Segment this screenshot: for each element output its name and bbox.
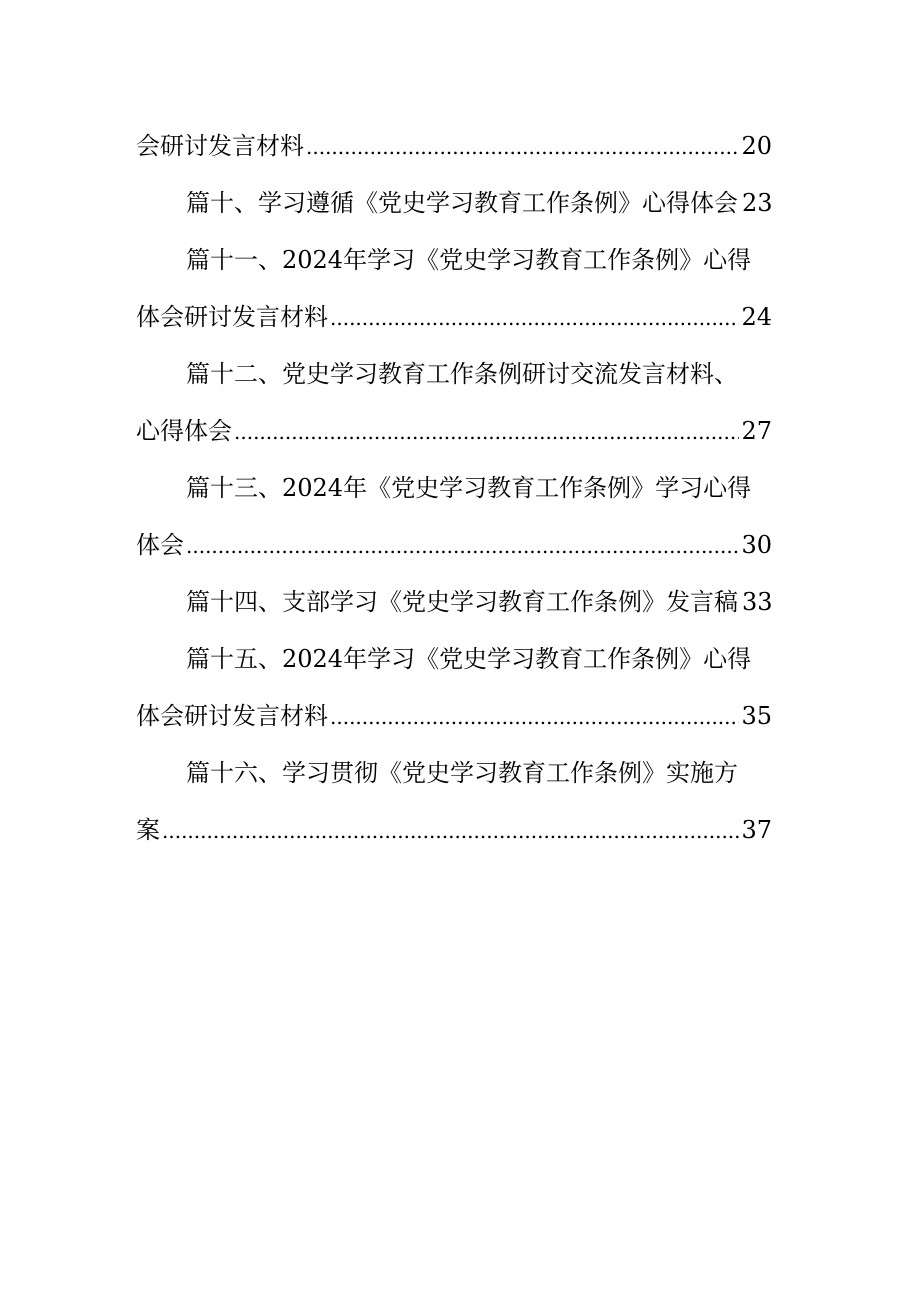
toc-entry-text: 篇十、学习遵循《党史学习教育工作条例》心得体会	[186, 189, 738, 217]
toc-entry-text: 篇十三、2024年《党史学习教育工作条例》学习心得	[186, 474, 752, 502]
toc-page-number: 23	[742, 189, 773, 217]
dot-leader	[330, 697, 739, 737]
toc-entry-13-head	[136, 468, 772, 508]
dot-leader	[306, 127, 739, 167]
toc-entry-text: 篇十二、党史学习教育工作条例研讨交流发言材料、	[186, 360, 738, 388]
toc-entry-15-head	[136, 639, 772, 679]
toc-entry-11-head	[136, 240, 772, 280]
toc-entry-15-tail	[136, 696, 772, 736]
toc-entry-16-head	[136, 753, 772, 793]
toc-entry-12-tail	[136, 411, 772, 451]
dot-leader	[186, 526, 739, 566]
toc-entry-text: 会研讨发言材料	[136, 132, 304, 160]
toc-entry-text: 篇十五、2024年学习《党史学习教育工作条例》心得	[186, 645, 752, 673]
toc-entry-16-tail	[136, 810, 772, 850]
toc-entry-12-head	[136, 354, 772, 394]
toc-entry-text: 篇十六、学习贯彻《党史学习教育工作条例》实施方	[186, 759, 738, 787]
toc-page-number: 27	[741, 417, 772, 445]
toc-entry-13-tail	[136, 525, 772, 565]
dot-leader	[234, 412, 739, 452]
toc-entry-text: 体会研讨发言材料	[136, 702, 328, 730]
toc-page-number: 20	[741, 132, 772, 160]
toc-page-number: 33	[742, 588, 773, 616]
toc-page-number: 35	[741, 702, 772, 730]
toc-entry-text: 篇十一、2024年学习《党史学习教育工作条例》心得	[186, 246, 752, 274]
toc-entry-11-tail	[136, 297, 772, 337]
toc-entry-9-tail	[136, 126, 772, 166]
dot-leader	[162, 811, 739, 851]
toc-entry-10	[136, 183, 772, 223]
toc-page-number: 30	[741, 531, 772, 559]
toc-entry-text: 体会	[136, 531, 184, 559]
toc-page-number: 24	[741, 303, 772, 331]
dot-leader	[330, 298, 739, 338]
toc-page-number: 37	[741, 816, 772, 844]
toc-entry-text: 体会研讨发言材料	[136, 303, 328, 331]
toc-entry-text: 案	[136, 816, 160, 844]
toc-entry-text: 心得体会	[136, 417, 232, 445]
toc-entry-text: 篇十四、支部学习《党史学习教育工作条例》发言稿	[186, 588, 738, 616]
toc-entry-14	[136, 582, 772, 622]
